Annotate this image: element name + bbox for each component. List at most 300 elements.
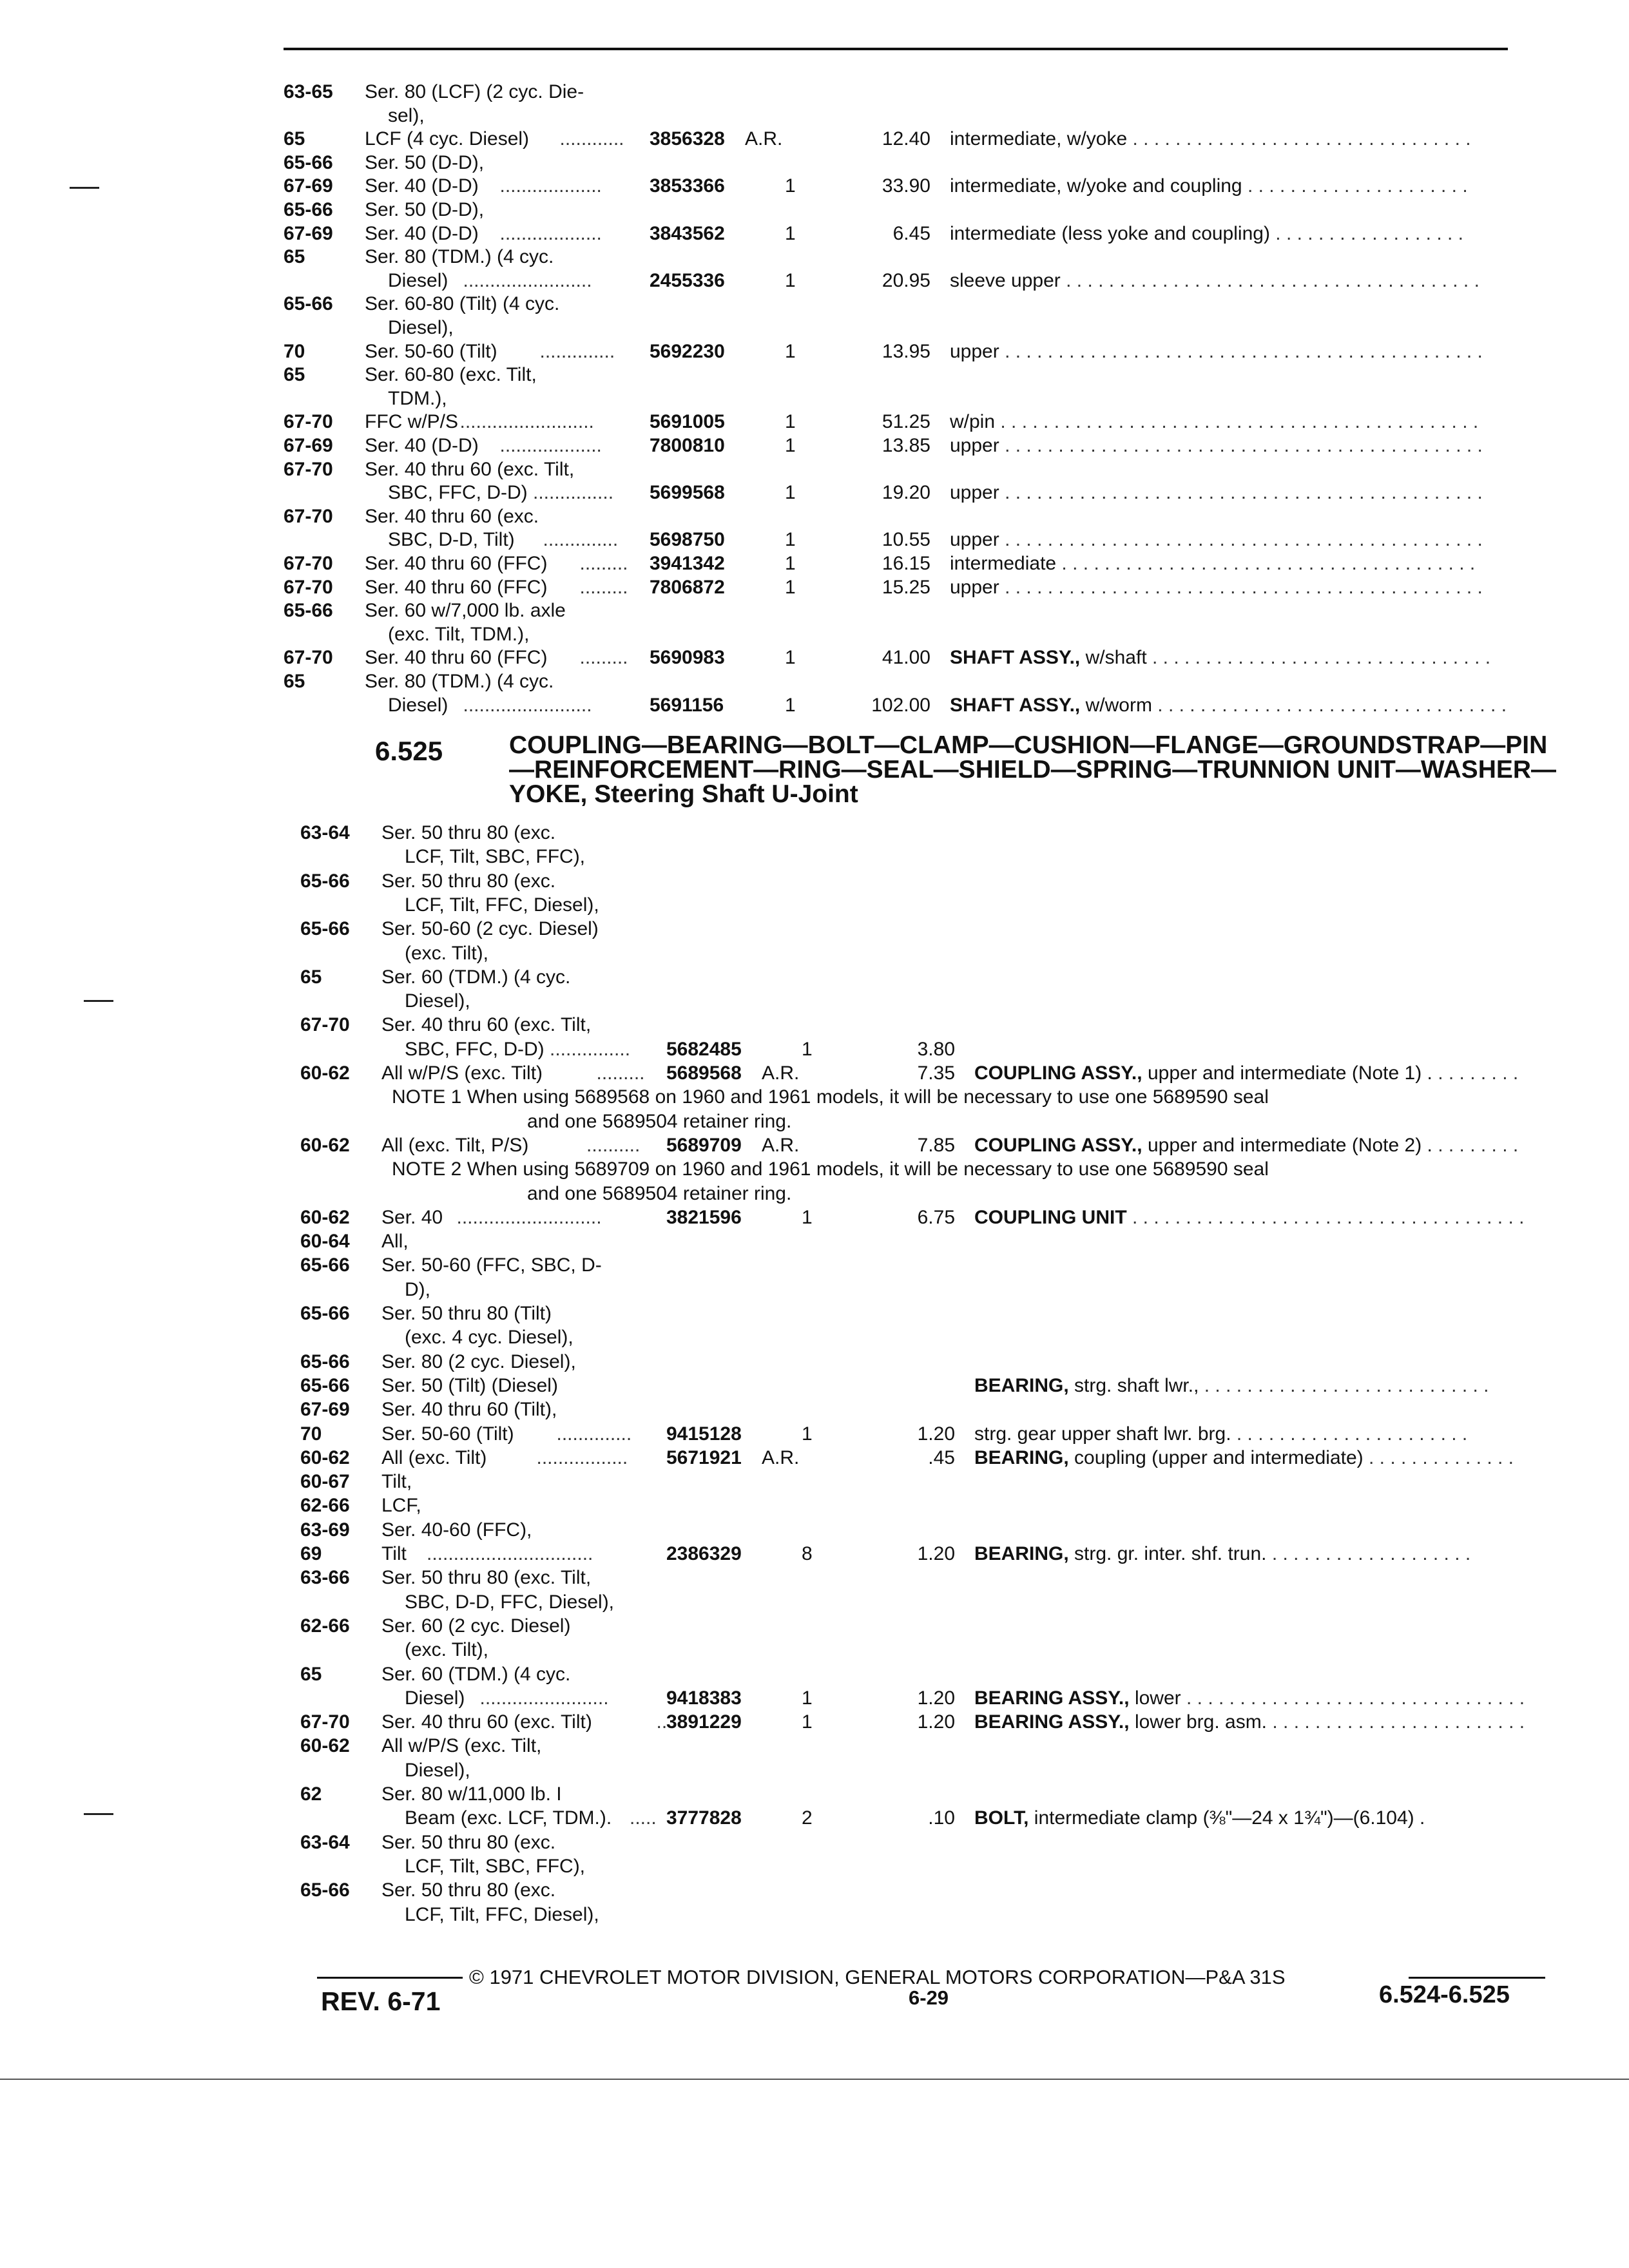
- catalog-row: [0, 363, 1629, 387]
- description: [974, 1206, 1524, 1230]
- catalog-row: [0, 292, 1629, 316]
- catalog-row: [0, 669, 1629, 694]
- note-text: and one 5689504 retainer ring.: [527, 1182, 792, 1204]
- part-number: 7806872: [650, 576, 725, 598]
- leader-dots: . . . . . . . . . . . . . . . . . . . . . . . . . . . . . . . . . . . . . . . . . . . . .: [999, 576, 1483, 598]
- application: Ser. 40 thru 60 (Tilt),: [381, 1399, 557, 1421]
- catalog-row: [0, 104, 1629, 128]
- catalog-row: [0, 1614, 1629, 1639]
- catalog-row: [0, 1590, 1629, 1615]
- model-years: 60-62: [300, 1446, 350, 1468]
- price: 13.85: [882, 435, 930, 456]
- catalog-row: [0, 845, 1629, 869]
- catalog-row: [0, 1470, 1629, 1494]
- catalog-row: [0, 410, 1629, 434]
- catalog-row: [0, 269, 1629, 293]
- description: [950, 340, 1483, 364]
- part-number: 5699568: [650, 482, 725, 504]
- catalog-row: [0, 1903, 1629, 1927]
- catalog-row: [0, 1686, 1629, 1711]
- part-number: 5689709: [666, 1134, 742, 1156]
- catalog-row: [0, 1638, 1629, 1662]
- catalog-row: [0, 1013, 1629, 1037]
- application: Ser. 40 thru 60 (exc. Tilt): [381, 1711, 592, 1733]
- catalog-row: [0, 127, 1629, 151]
- catalog-row: [0, 505, 1629, 529]
- catalog-row: [0, 1446, 1629, 1470]
- footer-revision: REV. 6-71: [321, 1986, 441, 2016]
- leader-dots: ........................: [463, 694, 592, 716]
- page-edge-line: [0, 2079, 1629, 2080]
- leader-dots: . . . . . . . .: [1432, 1062, 1519, 1084]
- section-number: 6.525: [375, 736, 443, 766]
- application: All,: [381, 1231, 409, 1253]
- application: Ser. 50-60 (2 cyc. Diesel): [381, 918, 599, 940]
- catalog-row: [0, 1542, 1629, 1566]
- model-years: 67-70: [284, 411, 333, 433]
- part-name: BEARING,: [974, 1543, 1069, 1564]
- application: LCF, Tilt, SBC, FFC),: [405, 846, 586, 868]
- top-rule: [284, 48, 1508, 50]
- application: (exc. Tilt),: [405, 1639, 489, 1661]
- part-number: 3856328: [650, 128, 725, 150]
- quantity: 1: [802, 1687, 813, 1709]
- application: SBC, D-D, FFC, Diesel),: [405, 1591, 615, 1613]
- application: Ser. 80 w/11,000 lb. I: [381, 1783, 562, 1805]
- leader-dots: . . . . . . . . . . . . . . . . . . . . . . . . . . . . . . . . . . . . . . . . . . . . .: [999, 529, 1483, 551]
- catalog-row: [0, 340, 1629, 364]
- part-description: coupling (upper and intermediate): [1074, 1446, 1364, 1468]
- quantity: 1: [785, 529, 796, 551]
- part-number: 3853366: [650, 175, 725, 197]
- application: Ser. 80 (TDM.) (4 cyc.: [365, 671, 554, 692]
- catalog-row: [0, 1854, 1629, 1879]
- application: LCF, Tilt, FFC, Diesel),: [405, 894, 599, 916]
- application: Beam (exc. LCF, TDM.).: [405, 1807, 612, 1829]
- part-description: intermediate, w/yoke: [950, 128, 1128, 150]
- leader-dots: . . . . . . . . . . . . . . . . . .: [1269, 222, 1463, 244]
- application: Ser. 50 thru 80 (exc.: [381, 1879, 556, 1901]
- quantity: 1: [785, 694, 796, 716]
- part-name: BEARING ASSY.,: [974, 1687, 1130, 1709]
- part-number: 9415128: [666, 1423, 742, 1445]
- leader-dots: . . . . . . . . . . . . . . . . . . . . . . . . . . . . . . . . . . . . . . . . . . . . .: [999, 435, 1483, 456]
- leader-dots: ............: [559, 128, 624, 150]
- price: 19.20: [882, 482, 930, 504]
- model-years: 65-66: [284, 293, 333, 315]
- description: [950, 410, 1478, 434]
- description: [974, 1422, 1467, 1446]
- price: .10: [928, 1807, 955, 1829]
- model-years: 65-66: [300, 1254, 350, 1276]
- part-description: lower: [1134, 1687, 1181, 1709]
- catalog-row: [0, 1806, 1629, 1831]
- footer-section-range: 6.524-6.525: [1379, 1981, 1510, 2008]
- model-years: 65: [284, 671, 305, 692]
- description: [950, 222, 1463, 246]
- price: 7.85: [917, 1134, 955, 1156]
- part-name: COUPLING UNIT: [974, 1206, 1127, 1228]
- part-description: strg. gr. inter. shf. trun.: [1074, 1543, 1267, 1564]
- leader-dots: .....: [630, 1807, 657, 1829]
- price: 51.25: [882, 411, 930, 433]
- leader-dots: ...................: [499, 435, 602, 456]
- application: Ser. 50 (Tilt) (Diesel): [381, 1374, 558, 1396]
- part-number: 3891229: [666, 1711, 742, 1733]
- part-number: 5691005: [650, 411, 725, 433]
- leader-dots: . . . . . . . . . . . . . . . . . . . . . . . . . . . . . . . . . . . . . . .: [1056, 553, 1476, 574]
- model-years: 60-64: [300, 1231, 350, 1253]
- model-years: 65: [284, 128, 305, 150]
- part-name: BOLT,: [974, 1807, 1029, 1829]
- application: LCF,: [381, 1495, 421, 1517]
- part-number: 2455336: [650, 269, 725, 291]
- application: Ser. 40 (D-D): [365, 222, 479, 244]
- part-number: 3777828: [666, 1807, 742, 1829]
- application: All (exc. Tilt): [381, 1446, 487, 1468]
- model-years: 67-69: [284, 435, 333, 456]
- description: [974, 1374, 1489, 1398]
- model-years: 65-66: [300, 1879, 350, 1901]
- leader-dots: .................: [536, 1446, 628, 1468]
- leader-dots: .........................: [459, 411, 594, 433]
- part-number: 2386329: [666, 1543, 742, 1564]
- model-years: 67-70: [284, 458, 333, 480]
- part-number: 3821596: [666, 1206, 742, 1228]
- catalog-row: [0, 989, 1629, 1014]
- catalog-row: [0, 1782, 1629, 1807]
- catalog-row: [0, 1061, 1629, 1086]
- part-description: upper: [950, 340, 999, 362]
- catalog-row: [0, 917, 1629, 941]
- application: SBC, FFC, D-D): [388, 482, 528, 504]
- description: [950, 693, 1507, 718]
- footer-rule-right: [1409, 1977, 1545, 1979]
- application: LCF, Tilt, FFC, Diesel),: [405, 1903, 599, 1925]
- catalog-row: [0, 1037, 1629, 1062]
- leader-dots: .........: [579, 576, 628, 598]
- part-description: lower brg. asm.: [1134, 1711, 1268, 1733]
- quantity: 1: [802, 1206, 813, 1228]
- leader-dots: . . . . . . . . . . . . . .: [1363, 1446, 1514, 1468]
- quantity: 1: [802, 1711, 813, 1733]
- model-years: 65-66: [300, 870, 350, 892]
- application: (exc. Tilt),: [405, 942, 489, 964]
- catalog-row: [0, 1110, 1629, 1134]
- footer-page-number: 6-29: [909, 1986, 949, 2009]
- leader-dots: . . . . . . . . . . . . . . . . . . . . . . . .: [1267, 1711, 1525, 1733]
- application: Ser. 40: [381, 1206, 443, 1228]
- application: Diesel): [388, 269, 448, 291]
- part-name: COUPLING ASSY.,: [974, 1134, 1142, 1156]
- catalog-row: [0, 1157, 1629, 1182]
- leader-dots: . . . . . . . . . . . . . . . . . . . . . . . . . . . . . . . . . . . . . . . . . . . . .: [995, 411, 1479, 433]
- catalog-row: [0, 1182, 1629, 1206]
- quantity: 2: [802, 1807, 813, 1829]
- leader-dots: .........: [596, 1062, 645, 1084]
- quantity: A.R.: [762, 1062, 800, 1084]
- application: Ser. 50 thru 80 (exc.: [381, 822, 556, 843]
- part-number: 5682485: [666, 1038, 742, 1060]
- section-title: [509, 733, 1566, 807]
- part-description: sleeve upper: [950, 269, 1061, 291]
- catalog-row: [0, 821, 1629, 845]
- quantity: 1: [802, 1423, 813, 1445]
- part-number: 5692230: [650, 340, 725, 362]
- model-years: 65-66: [284, 151, 333, 173]
- leader-dots: . . . . . . . . . . . . . . . . . . . . . . . . . . . . . . . . . . . . .: [1132, 1206, 1525, 1228]
- model-years: 67-70: [284, 576, 333, 598]
- model-years: 67-70: [300, 1014, 350, 1036]
- leader-dots: ..............: [539, 340, 615, 362]
- part-description: upper: [950, 435, 999, 456]
- quantity: A.R.: [762, 1446, 800, 1468]
- catalog-row: [0, 1831, 1629, 1855]
- application: Ser. 60 w/7,000 lb. axle: [365, 600, 566, 622]
- part-description: intermediate (less yoke and coupling): [950, 222, 1270, 244]
- catalog-row: [0, 481, 1629, 505]
- catalog-row: [0, 575, 1629, 600]
- application: All w/P/S (exc. Tilt,: [381, 1735, 542, 1757]
- catalog-row: [0, 646, 1629, 670]
- application: FFC w/P/S: [365, 411, 459, 433]
- model-years: 63-64: [300, 822, 350, 843]
- catalog-row: [0, 1278, 1629, 1302]
- part-number: 5671921: [666, 1446, 742, 1468]
- part-description: w/shaft: [1085, 647, 1147, 669]
- leader-dots: . . . . . . . . . . . . . . . . . . . . . . . . . . . . . . . .: [1127, 128, 1471, 150]
- catalog-row: [0, 151, 1629, 175]
- price: 102.00: [871, 694, 930, 716]
- part-name: BEARING,: [974, 1446, 1069, 1468]
- quantity: A.R.: [745, 128, 783, 150]
- catalog-row: [0, 965, 1629, 990]
- description: [950, 269, 1480, 293]
- quantity: 8: [802, 1543, 813, 1564]
- leader-dots: .........: [579, 647, 628, 669]
- application: D),: [405, 1278, 430, 1300]
- catalog-row: [0, 1229, 1629, 1254]
- price: 6.75: [917, 1206, 955, 1228]
- application: Ser. 50 (D-D),: [365, 199, 485, 220]
- part-description: upper: [950, 576, 999, 598]
- part-description: w/pin: [950, 411, 996, 433]
- quantity: 1: [785, 435, 796, 456]
- application: Ser. 80 (LCF) (2 cyc. Die-: [365, 81, 584, 102]
- quantity: 1: [785, 222, 796, 244]
- application: Diesel),: [388, 317, 454, 338]
- application: Ser. 50 thru 80 (exc. Tilt,: [381, 1567, 592, 1589]
- leader-dots: . . . . . . . . . . . . . . . . . . . . . . . . . . . . . . . . . . . . . . .: [1060, 269, 1480, 291]
- catalog-row: [0, 1662, 1629, 1687]
- application: sel),: [388, 104, 425, 126]
- model-years: 63-66: [300, 1567, 350, 1589]
- leader-dots: ...............................: [427, 1543, 593, 1564]
- quantity: A.R.: [762, 1134, 800, 1156]
- model-years: 62: [300, 1783, 322, 1805]
- quantity: 1: [785, 576, 796, 598]
- model-years: 70: [284, 340, 305, 362]
- application: Ser. 60 (TDM.) (4 cyc.: [381, 966, 571, 988]
- model-years: 63-65: [284, 81, 333, 102]
- catalog-row: [0, 1085, 1629, 1110]
- leader-dots: ..............: [543, 529, 619, 551]
- price: 12.40: [882, 128, 930, 150]
- price: 3.80: [917, 1038, 955, 1060]
- description: [950, 481, 1483, 505]
- model-years: 65: [284, 364, 305, 386]
- description: [950, 575, 1483, 600]
- quantity: 1: [785, 553, 796, 574]
- leader-dots: . . . . . . . . . . . . . . . . . . . . . . . . . . . . . . . . . . . . . . . . . . . . .: [999, 340, 1483, 362]
- leader-dots: . . . . . . . . . . . . . . . . . . . . .: [1242, 175, 1468, 197]
- leader-dots: ........................: [479, 1687, 609, 1709]
- application: Ser. 60 (2 cyc. Diesel): [381, 1615, 571, 1637]
- part-number: 3843562: [650, 222, 725, 244]
- model-years: 63-64: [300, 1831, 350, 1853]
- application: Ser. 50-60 (Tilt): [365, 340, 497, 362]
- part-description: intermediate: [950, 553, 1057, 574]
- price: 1.20: [917, 1687, 955, 1709]
- price: .45: [928, 1446, 955, 1468]
- catalog-row: [0, 1422, 1629, 1446]
- price: 15.25: [882, 576, 930, 598]
- catalog-row: [0, 1566, 1629, 1590]
- price: 16.15: [882, 553, 930, 574]
- quantity: 1: [785, 340, 796, 362]
- catalog-row: [0, 528, 1629, 552]
- part-name: SHAFT ASSY.,: [950, 647, 1081, 669]
- model-years: 70: [300, 1423, 322, 1445]
- catalog-row: [0, 1325, 1629, 1350]
- model-years: 67-70: [284, 553, 333, 574]
- quantity: 1: [802, 1038, 813, 1060]
- application: All w/P/S (exc. Tilt): [381, 1062, 543, 1084]
- description: [974, 1542, 1470, 1566]
- catalog-row: [0, 457, 1629, 482]
- note-text: and one 5689504 retainer ring.: [527, 1110, 792, 1132]
- footer-copyright: © 1971 CHEVROLET MOTOR DIVISION, GENERAL MOTORS CORPORATION—P&A 31S: [469, 1966, 1286, 1988]
- application: Ser. 80 (TDM.) (4 cyc.: [365, 246, 554, 268]
- catalog-row: [0, 552, 1629, 576]
- model-years: 67-69: [284, 222, 333, 244]
- leader-dots: ..: [656, 1711, 668, 1733]
- catalog-row: [0, 1374, 1629, 1398]
- price: 1.20: [917, 1543, 955, 1564]
- part-number: 9418383: [666, 1687, 742, 1709]
- catalog-row: [0, 434, 1629, 458]
- catalog-row: [0, 1734, 1629, 1758]
- model-years: 65-66: [300, 1303, 350, 1324]
- catalog-row: [0, 599, 1629, 623]
- leader-dots: . . . . . . . .: [1432, 1134, 1519, 1156]
- leader-dots: ...............: [533, 482, 614, 504]
- leader-dots: . . . . . . . . . . . . . . . . . . . . . . . . . . . . . . . .: [1146, 647, 1491, 669]
- model-years: 63-69: [300, 1519, 350, 1541]
- application: Ser. 40-60 (FFC),: [381, 1519, 532, 1541]
- catalog-row: [0, 1350, 1629, 1374]
- model-years: 60-62: [300, 1735, 350, 1757]
- price: 10.55: [882, 529, 930, 551]
- part-name: COUPLING ASSY.,: [974, 1062, 1142, 1084]
- application: Tilt: [381, 1543, 407, 1564]
- part-description: intermediate clamp (⅜"—24 x 1¾")—(6.104) .: [1034, 1807, 1425, 1829]
- model-years: 60-62: [300, 1062, 350, 1084]
- model-years: 60-67: [300, 1471, 350, 1493]
- model-years: 67-70: [284, 505, 333, 527]
- application: Ser. 40 thru 60 (exc. Tilt,: [365, 458, 575, 480]
- part-description: upper: [950, 529, 999, 551]
- application: Ser. 50 thru 80 (exc.: [381, 870, 556, 892]
- leader-dots: ..............: [556, 1423, 632, 1445]
- catalog-row: [0, 1253, 1629, 1278]
- price: 7.35: [917, 1062, 955, 1084]
- quantity: 1: [785, 482, 796, 504]
- application: Tilt,: [381, 1471, 412, 1493]
- leader-dots: . . . . . . . . . . . . . . . . . . . . . .: [1231, 1423, 1468, 1445]
- catalog-row: [0, 198, 1629, 222]
- price: 33.90: [882, 175, 930, 197]
- part-number: 5698750: [650, 529, 725, 551]
- model-years: 60-62: [300, 1206, 350, 1228]
- model-years: 67-70: [284, 647, 333, 669]
- leader-dots: . . . . . . . . . . . . . . . . . . .: [1266, 1543, 1471, 1564]
- part-description: w/worm: [1085, 694, 1152, 716]
- application: Ser. 40 thru 60 (FFC): [365, 647, 548, 669]
- catalog-row: [0, 387, 1629, 411]
- model-years: 65: [284, 246, 305, 268]
- description: [950, 646, 1490, 670]
- application: Ser. 50 thru 80 (Tilt): [381, 1303, 552, 1324]
- catalog-row: [0, 174, 1629, 198]
- footer-rule-left: [317, 1977, 463, 1979]
- leader-dots: ...............: [550, 1038, 631, 1060]
- catalog-row: [0, 869, 1629, 894]
- application: Ser. 60-80 (exc. Tilt,: [365, 364, 537, 386]
- catalog-row: [0, 1302, 1629, 1326]
- quantity: 1: [785, 647, 796, 669]
- catalog-row: [0, 1758, 1629, 1783]
- description: [950, 174, 1468, 198]
- part-number: 5691156: [650, 694, 724, 716]
- quantity: 1: [785, 175, 796, 197]
- price: 1.20: [917, 1711, 955, 1733]
- description: [974, 1710, 1525, 1735]
- leader-dots: . . . . . . . . . . . . . . . . . . . . . . . . . . . . . . . . .: [1152, 694, 1507, 716]
- application: Ser. 40 thru 60 (FFC): [365, 553, 548, 574]
- part-name: BEARING,: [974, 1374, 1069, 1396]
- leader-dots: . . . . . . . . . . . . . . . . . . . . . . . . . . . . . . . .: [1181, 1687, 1525, 1709]
- note-text: NOTE 2 When using 5689709 on 1960 and 1961 models, it will be necessary to use one 5689590 seal: [392, 1158, 1269, 1180]
- catalog-row: [0, 622, 1629, 647]
- model-years: 67-69: [284, 175, 333, 197]
- part-number: 5689568: [666, 1062, 742, 1084]
- description: [950, 434, 1483, 458]
- application: Ser. 60-80 (Tilt) (4 cyc.: [365, 293, 560, 315]
- part-description: strg. gear upper shaft lwr. brg.: [974, 1423, 1231, 1445]
- part-description: strg. shaft lwr.,: [1074, 1374, 1199, 1396]
- application: (exc. 4 cyc. Diesel),: [405, 1327, 574, 1349]
- leader-dots: ..........: [586, 1134, 641, 1156]
- price: 13.95: [882, 340, 930, 362]
- leader-dots: ...................: [499, 175, 602, 197]
- catalog-row: [0, 1494, 1629, 1518]
- model-years: 67-69: [300, 1399, 350, 1421]
- application: SBC, D-D, Tilt): [388, 529, 515, 551]
- catalog-row: [0, 693, 1629, 718]
- price: 41.00: [882, 647, 930, 669]
- model-years: 62-66: [300, 1495, 350, 1517]
